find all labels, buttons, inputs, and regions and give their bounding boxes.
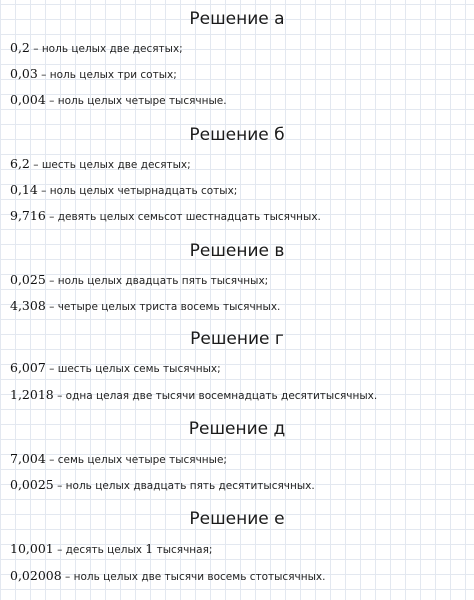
decimal-number: 0,02008 xyxy=(10,568,62,583)
number-in-words: – ноль целых двадцать пять десятитысячных. xyxy=(53,480,315,492)
decimal-number: 0,025 xyxy=(10,272,46,287)
solution-line xyxy=(10,385,377,405)
section-heading-b: Решение б xyxy=(189,125,285,145)
decimal-number: 4,308 xyxy=(10,298,46,313)
decimal-number: 6,2 xyxy=(10,156,30,171)
section-heading-g: Решение г xyxy=(190,329,284,349)
decimal-number: 6,007 xyxy=(10,360,46,375)
section-heading-d: Решение д xyxy=(188,419,286,439)
number-in-words: – десять целых xyxy=(53,544,146,556)
section-heading-a: Решение а xyxy=(189,9,285,29)
solution-line xyxy=(10,566,325,586)
decimal-number: 1,2018 xyxy=(10,387,54,402)
number-in-words: – ноль целых четырнадцать сотых; xyxy=(37,185,238,197)
solution-line xyxy=(10,296,280,316)
solution-line xyxy=(10,206,321,226)
solution-line xyxy=(10,154,191,174)
inline-number: 1 xyxy=(145,541,154,556)
solution-line xyxy=(10,270,268,290)
solution-line xyxy=(10,475,315,495)
number-in-words: – семь целых четыре тысячные; xyxy=(45,454,227,466)
number-in-words-tail: тысячная; xyxy=(153,544,213,556)
section-heading-v: Решение в xyxy=(189,241,285,261)
solution-line xyxy=(10,90,227,110)
solution-line xyxy=(10,539,212,559)
section-heading-e: Решение е xyxy=(189,509,285,529)
number-in-words: – ноль целых две тысячи восемь стотысячных. xyxy=(61,571,326,583)
number-in-words: – ноль целых двадцать пять тысячных; xyxy=(45,275,269,287)
number-in-words: – ноль целых четыре тысячные. xyxy=(45,95,227,107)
solution-line xyxy=(10,180,237,200)
decimal-number: 9,716 xyxy=(10,208,46,223)
number-in-words: – шесть целых две десятых; xyxy=(29,159,191,171)
solution-line xyxy=(10,358,221,378)
number-in-words: – одна целая две тысячи восемнадцать десятитысячных. xyxy=(53,390,378,402)
decimal-number: 0,004 xyxy=(10,92,46,107)
solution-line xyxy=(10,64,177,84)
number-in-words: – ноль целых две десятых; xyxy=(29,43,183,55)
decimal-number: 0,14 xyxy=(10,182,38,197)
decimal-number: 7,004 xyxy=(10,451,46,466)
decimal-number: 0,2 xyxy=(10,40,30,55)
number-in-words: – четыре целых триста восемь тысячных. xyxy=(45,301,281,313)
number-in-words: – девять целых семьсот шестнадцать тысячных. xyxy=(45,211,321,223)
number-in-words: – ноль целых три сотых; xyxy=(37,69,177,81)
decimal-number: 10,001 xyxy=(10,541,54,556)
decimal-number: 0,0025 xyxy=(10,477,54,492)
decimal-number: 0,03 xyxy=(10,66,38,81)
solution-line xyxy=(10,449,227,469)
solution-line xyxy=(10,38,183,58)
number-in-words: – шесть целых семь тысячных; xyxy=(45,363,221,375)
